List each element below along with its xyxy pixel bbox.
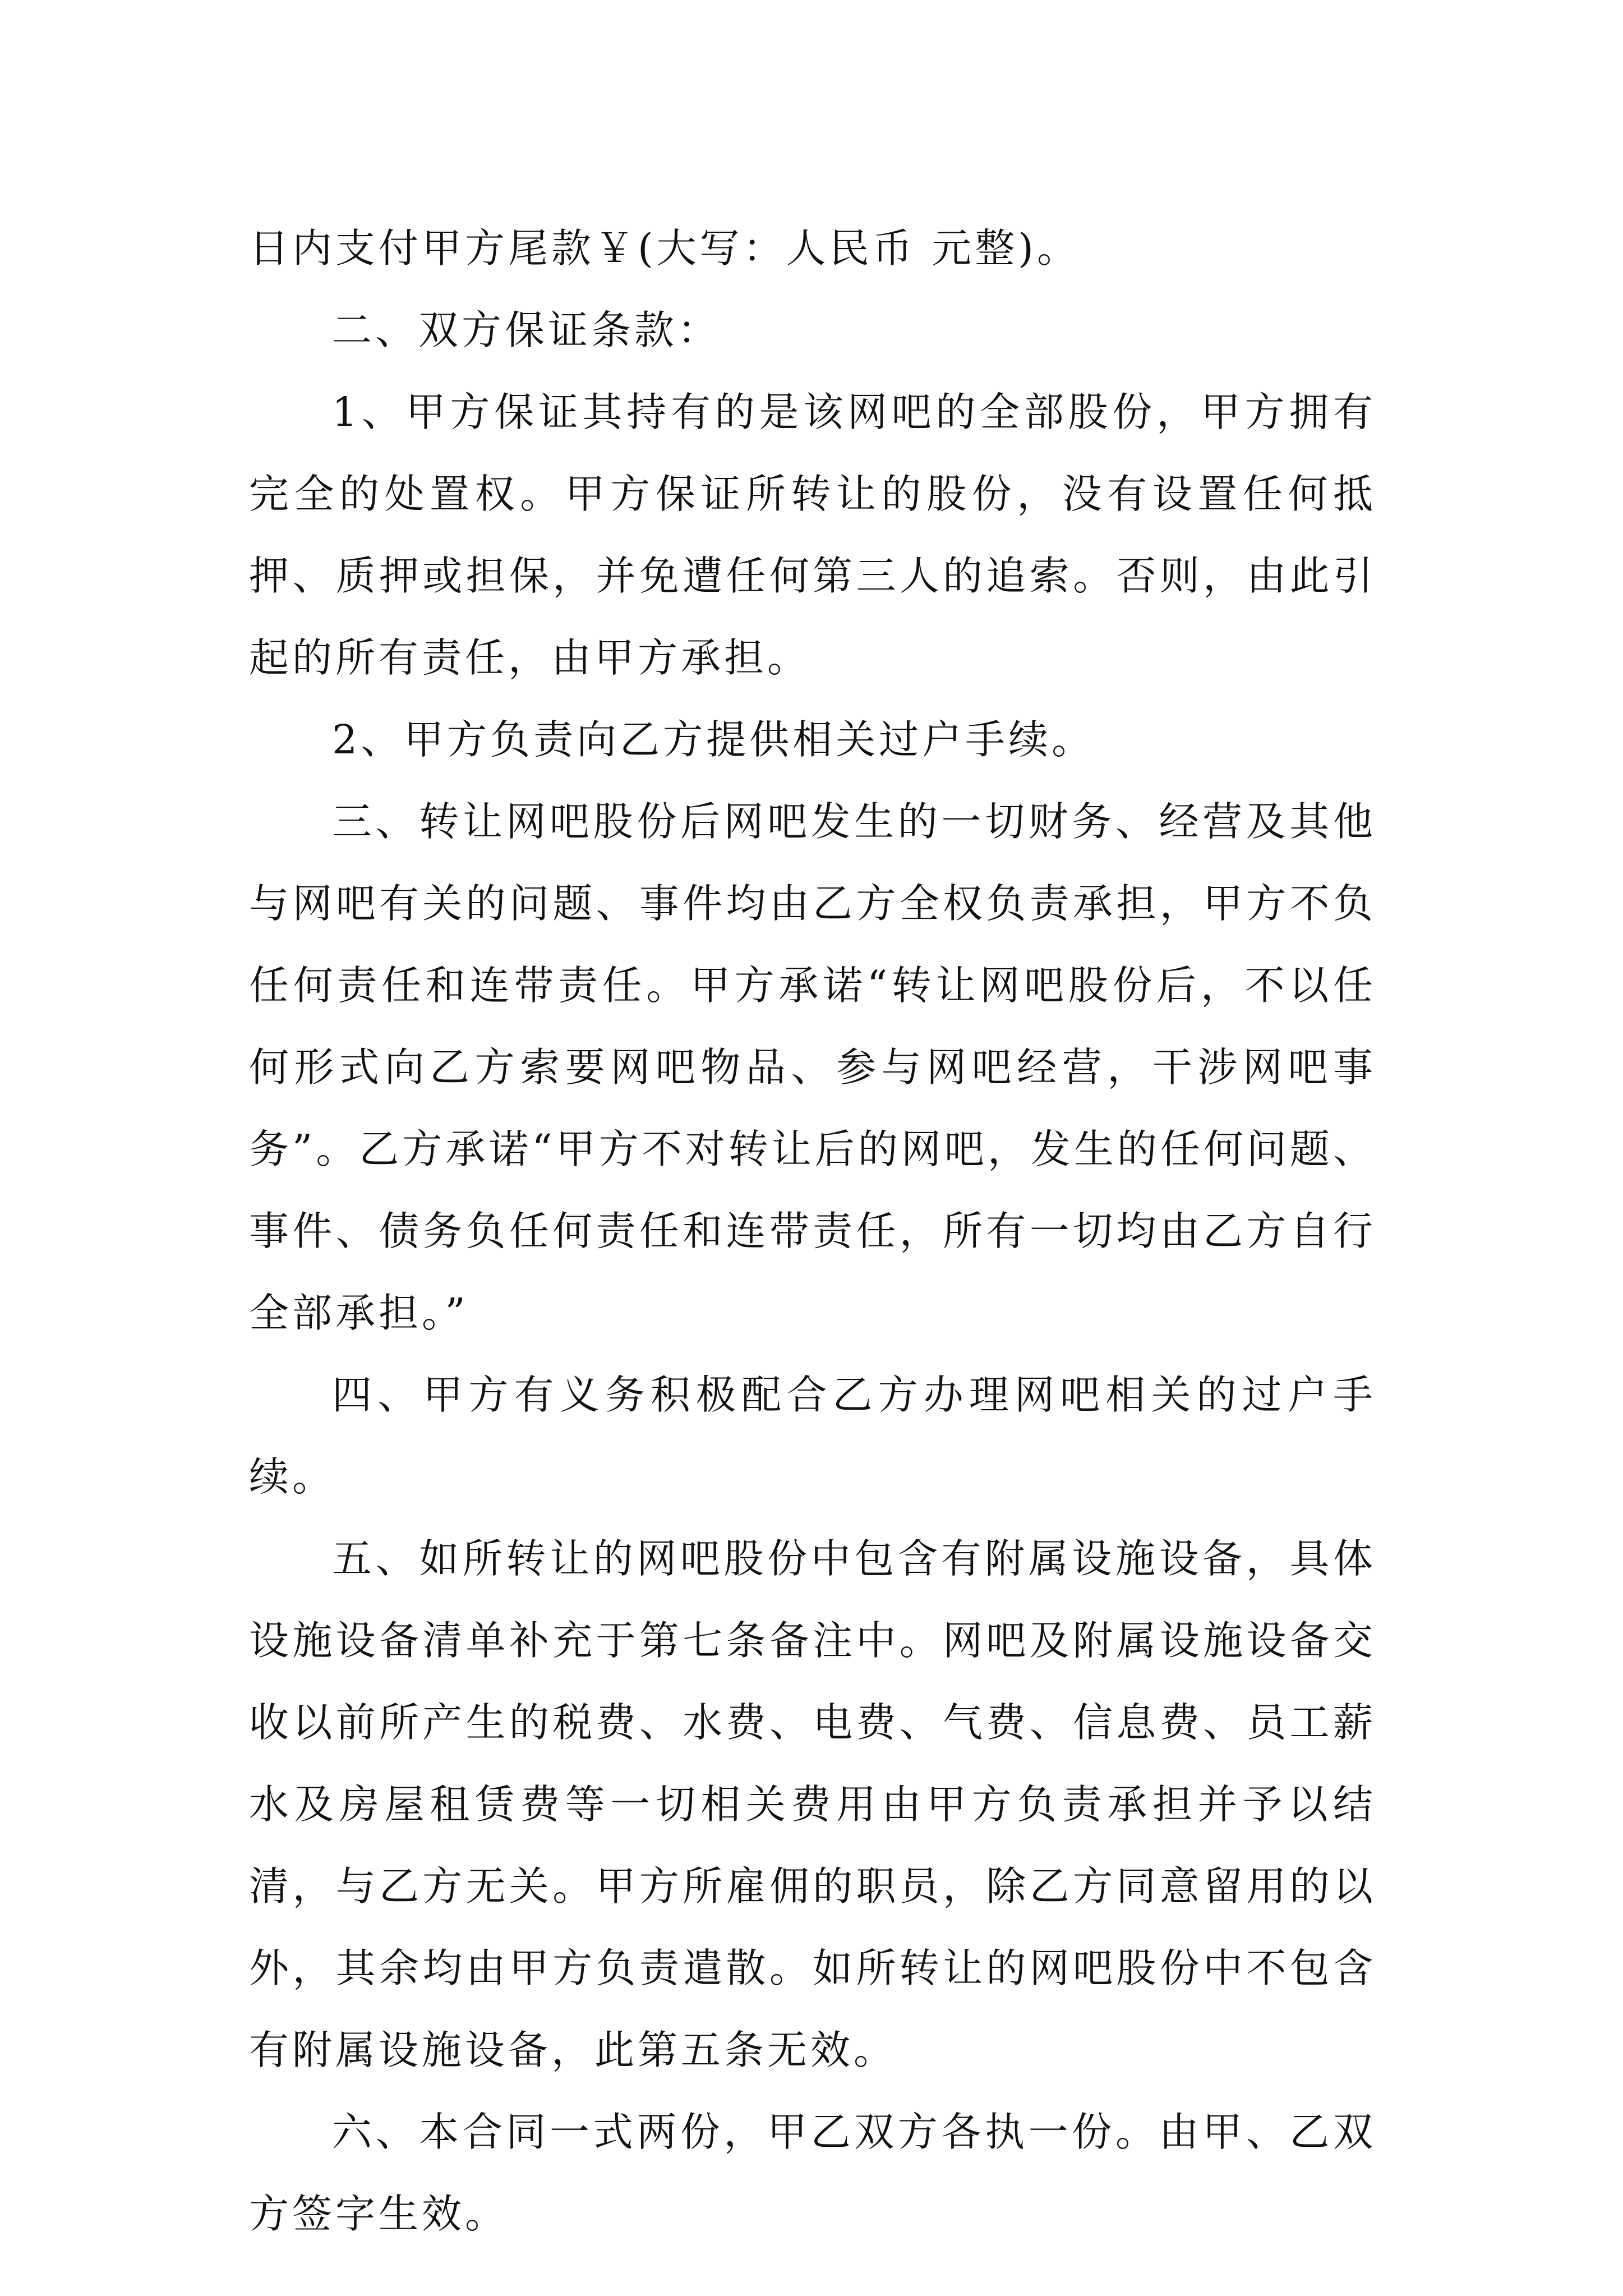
paragraph-clause-4: 四、甲方有义务积极配合乙方办理网吧相关的过户手续。: [249, 1372, 1376, 1500]
paragraph-clause-3: 三、转让网吧股份后网吧发生的一切财务、经营及其他与网吧有关的问题、事件均由乙方全权负责承担，甲方不负任何责任和连带责任。甲方承诺“转让网吧股份后，不以任何形式向乙方索要网吧物品、参与网吧经营，干涉网吧事务”。乙方承诺“甲方不对转让后的网吧，发生的任何问题、事件、债务负任何责任和连带责任，所有一切均由乙方自行全部承担。”: [249, 798, 1376, 1336]
paragraph-guarantee-heading: 二、双方保证条款：: [332, 307, 721, 353]
contract-body: [249, 208, 1376, 2255]
paragraph-clause-5: 五、如所转让的网吧股份中包含有附属设施设备，具体设施设备清单补充于第七条备注中。网吧及附属设施设备交收以前所产生的税费、水费、电费、气费、信息费、员工薪水及房屋租赁费等一切相关费用由甲方负责承担并予以结清，与乙方无关。甲方所雇佣的职员，除乙方同意留用的以外，其余均由甲方负责遣散。如所转让的网吧股份中不包含有附属设施设备，此第五条无效。: [249, 1535, 1376, 2073]
paragraph-clause-2-2: 2、甲方负责向乙方提供相关过户手续。: [332, 716, 1095, 763]
paragraph-clause-2-1: 1、甲方保证其持有的是该网吧的全部股份，甲方拥有完全的处置权。甲方保证所转让的股份，没有设置任何抵押、质押或担保，并免遭任何第三人的追索。否则，由此引起的所有责任，由甲方承担。: [249, 389, 1376, 681]
paragraph-clause-6: 六、本合同一式两份，甲乙双方各执一份。由甲、乙双方签字生效。: [249, 2109, 1376, 2237]
paragraph-payment-balance: 日内支付甲方尾款￥(大写：人民币 元整)。: [249, 225, 1080, 272]
